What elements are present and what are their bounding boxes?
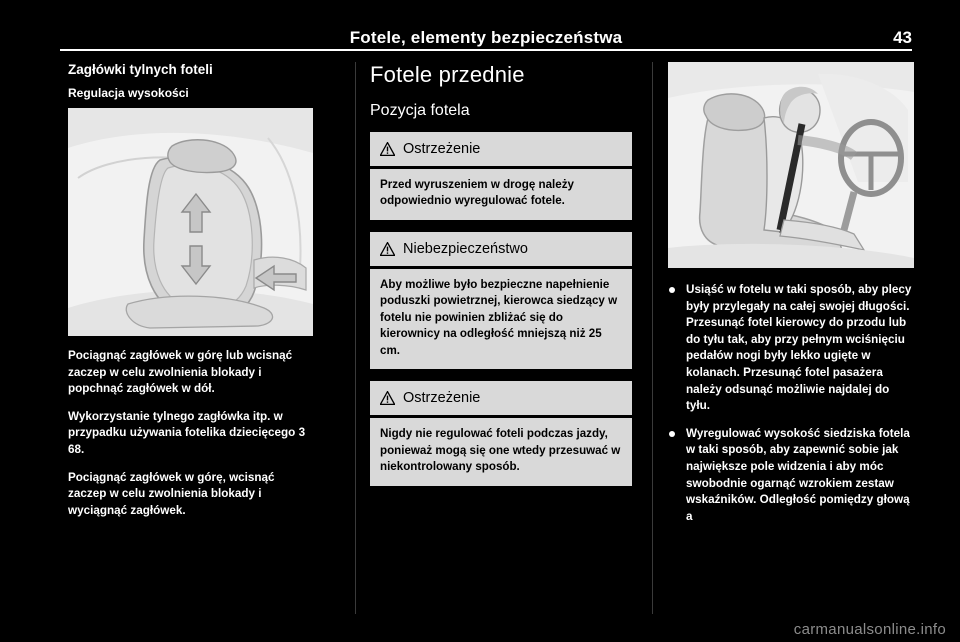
warning-triangle-icon xyxy=(380,242,395,256)
bullet-list-seat-adjustment xyxy=(668,282,914,526)
footer-watermark: carmanualsonline.info xyxy=(793,621,946,638)
column-divider-1 xyxy=(355,62,356,614)
notice-header xyxy=(370,132,632,169)
notice-title: Ostrzeżenie xyxy=(403,141,481,157)
notice-title: Niebezpieczeństwo xyxy=(403,240,528,257)
list-item xyxy=(668,282,914,415)
subsection-heading-height-adjust: Regulacja wysokości xyxy=(68,86,189,100)
column-left xyxy=(68,62,313,530)
bullet-dot-icon xyxy=(669,431,675,437)
section-heading-headrests: Zagłówki tylnych foteli xyxy=(68,62,213,77)
notice-header xyxy=(370,381,632,418)
notice-title: Ostrzeżenie xyxy=(403,390,481,407)
notice-text: Nigdy nie regulować foteli podczas jazdy, ponieważ mogą się one wtedy przesuwać w niekontrolowany sposób. xyxy=(370,418,632,485)
list-item-text: Usiąść w fotelu w taki sposób, aby plecy były przylegały na całej swojej długości. Przesunąć fotel kierowcy do przodu lub do tyłu tak, aby przy pełnym wciśnięciu pedałów nogi były lekko ugięte w kolanach. Przesunąć fotel pasażera należy odsunąć możliwie najdalej do tyłu. xyxy=(686,283,912,413)
driver-seating-drawing xyxy=(668,62,914,268)
paragraph-remove-headrest: Pociągnąć zagłówek w górę, wcisnąć zaczep w celu zwolnienia blokady i wyciągnąć zagłówek. xyxy=(68,470,275,517)
list-item-text: Wyregulować wysokość siedziska fotela w taki sposób, aby zapewnić sobie jak największe pole widzenia i aby móc swobodnie ogarnąć wzrokiem zestaw wskaźników. Odległość pomiędzy głową a xyxy=(686,426,910,523)
notice-danger xyxy=(370,232,632,369)
notice-warning-2 xyxy=(370,381,632,485)
driver-seating-illustration xyxy=(668,62,914,268)
seat-headrest-illustration xyxy=(68,108,313,336)
notice-header xyxy=(370,232,632,269)
column-divider-2 xyxy=(652,62,653,614)
chapter-title-front-seats: Fotele przednie xyxy=(370,62,525,87)
seat-headrest-drawing xyxy=(68,108,313,336)
notice-text: Aby możliwe było bezpieczne napełnienie poduszki powietrznej, kierowca siedzący w fotelu nie powinien zbliżać się do kierownicy na odległość mniejszą niż 25 cm. xyxy=(370,269,632,369)
warning-triangle-icon xyxy=(380,142,395,156)
notice-warning-1 xyxy=(370,132,632,220)
list-item xyxy=(668,426,914,526)
column-right xyxy=(668,62,914,537)
paragraph-child-seat-ref: Wykorzystanie tylnego zagłówka itp. w przypadku używania fotelika dziecięcego 3 68. xyxy=(68,409,306,457)
page-number: 43 xyxy=(893,28,912,47)
warning-triangle-icon xyxy=(380,391,395,405)
notice-text: Przed wyruszeniem w drogę należy odpowiednio wyregulować fotele. xyxy=(370,169,632,220)
paragraph-pull-headrest: Pociągnąć zagłówek w górę lub wcisnąć zaczep w celu zwolnienia blokady i popchnąć zagłówek w dół. xyxy=(68,349,293,396)
page-title: Fotele, elementy bezpieczeństwa xyxy=(349,28,623,47)
column-middle xyxy=(370,62,632,498)
bullet-dot-icon xyxy=(669,287,675,293)
section-title-seat-position: Pozycja fotela xyxy=(370,102,470,119)
page-header xyxy=(60,18,912,48)
header-divider xyxy=(60,49,912,51)
